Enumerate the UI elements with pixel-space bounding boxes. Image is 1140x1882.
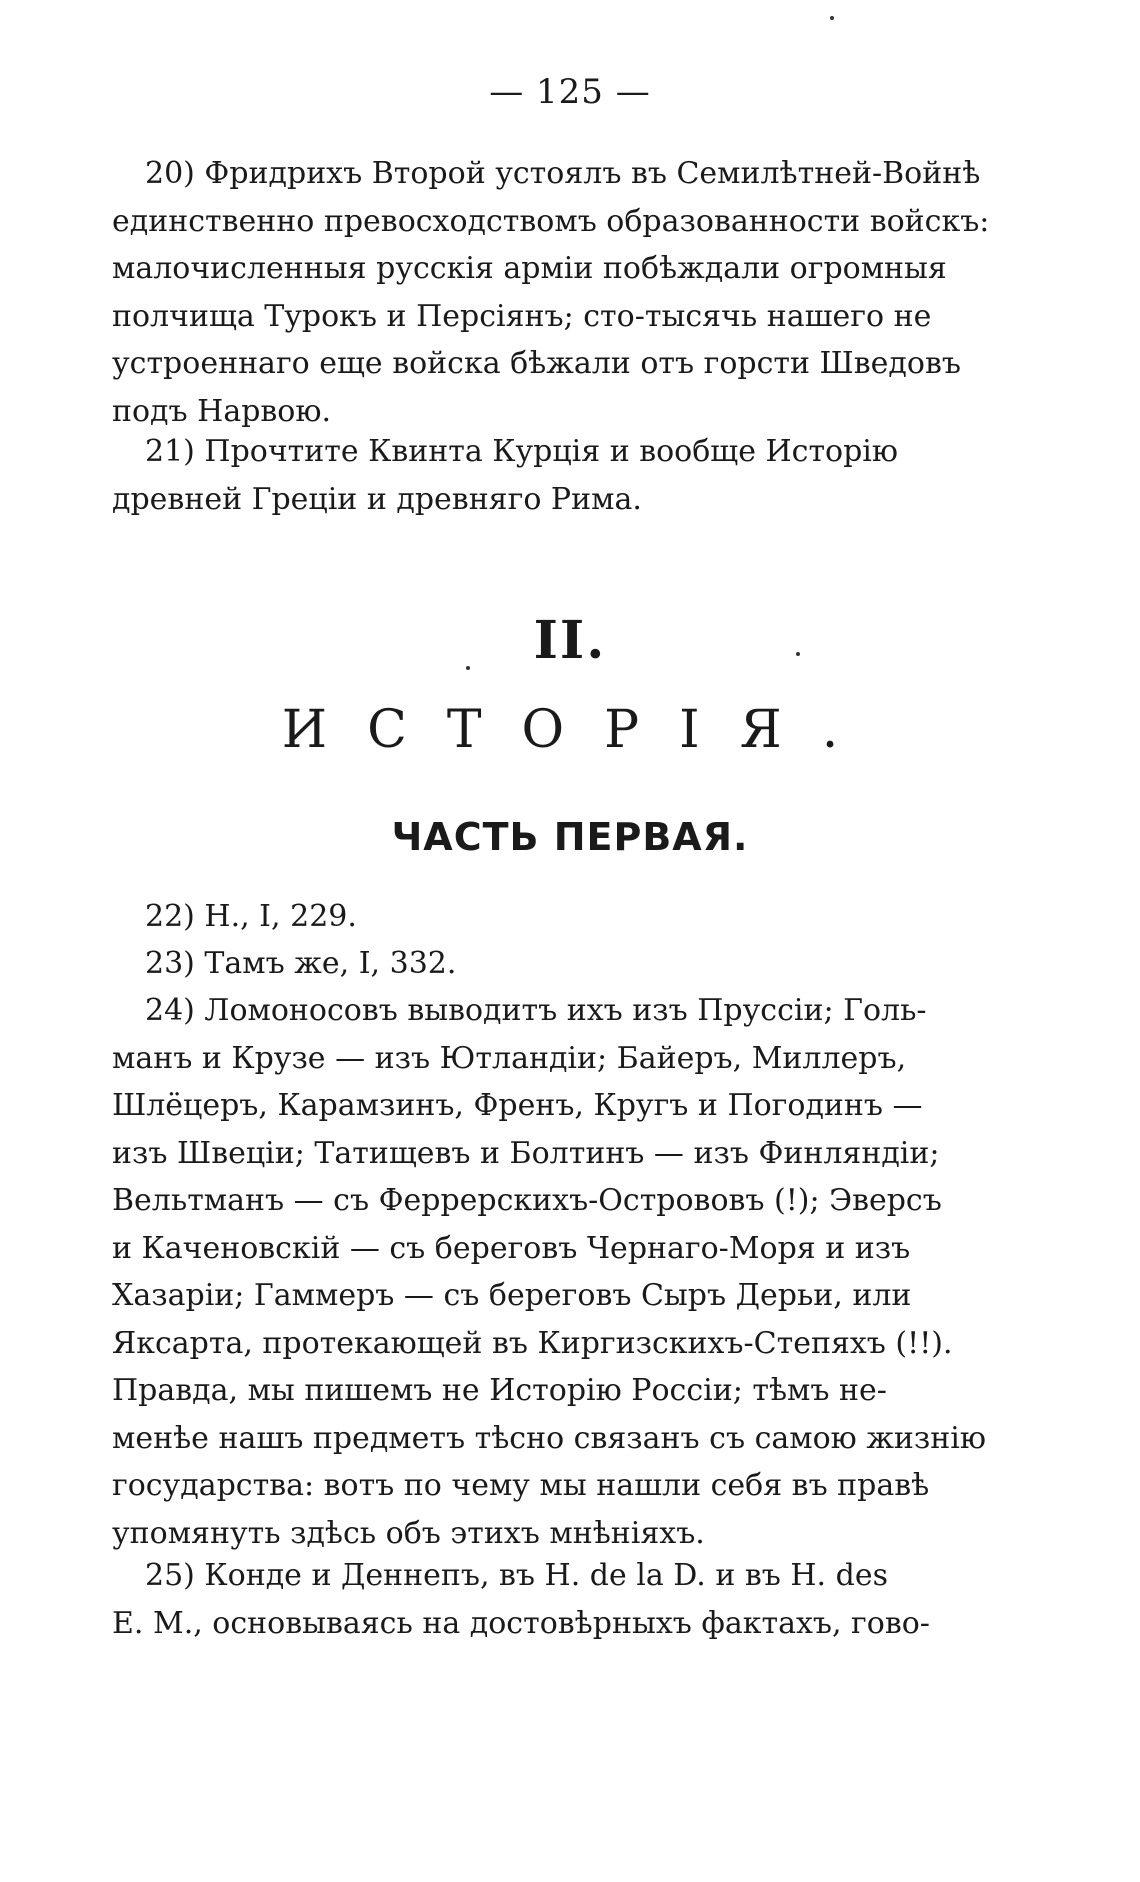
note-line: изъ Швеціи; Татищевъ и Болтинъ — изъ Финляндіи;: [112, 1135, 940, 1171]
section-numeral: II.: [533, 610, 607, 671]
note-line: полчища Турокъ и Персіянъ; сто-тысячь нашего не: [112, 298, 932, 334]
note-line: единственно превосходствомъ образованности войскъ:: [112, 203, 990, 239]
print-speck: [830, 16, 834, 20]
note-line: 23) Тамъ же, I, 332.: [145, 946, 457, 981]
note-line: упомянуть здѣсь объ этихъ мнѣніяхъ.: [112, 1515, 705, 1551]
note-23: [112, 940, 1042, 988]
note-24: [112, 987, 1042, 1557]
note-line: и Каченовскій — съ береговъ Чернаго-Моря и изъ: [112, 1230, 911, 1266]
note-line: малочисленныя русскія арміи побѣждали огромныя: [112, 251, 947, 286]
note-21: [112, 428, 1042, 523]
note-22: [112, 893, 1042, 941]
page-number: — 125 —: [489, 72, 651, 112]
note-line: манъ и Крузе — изъ Ютландіи; Байеръ, Миллеръ,: [112, 1040, 907, 1076]
note-line: 24) Ломоносовъ выводитъ ихъ изъ Пруссіи; Голь-: [145, 993, 927, 1028]
note-line: Яксарта, протекающей въ Киргизскихъ-Степяхъ (!!).: [112, 1325, 953, 1361]
note-line: менѣе нашъ предметъ тѣсно связанъ съ самою жизнію: [112, 1420, 986, 1456]
note-line: E. M., основываясь на достовѣрныхъ фактахъ, гово-: [112, 1605, 930, 1641]
note-25: [112, 1552, 1042, 1647]
note-line: 22) Н., I, 229.: [145, 899, 357, 934]
note-line: подъ Нарвою.: [112, 393, 332, 429]
print-speck: [796, 652, 800, 656]
note-line: Вельтманъ — съ Феррерскихъ-Острововъ (!); Эверсъ: [112, 1183, 942, 1218]
note-line: Хазаріи; Гаммеръ — съ береговъ Сыръ Дерьи, или: [112, 1278, 912, 1313]
part-title: ЧАСТЬ ПЕРВАЯ.: [391, 815, 749, 859]
note-line: древней Греціи и древняго Рима.: [112, 481, 642, 517]
section-title: ИСТОРІЯ.: [281, 700, 879, 760]
note-line: Правда, мы пишемъ не Исторію Россіи; тѣмъ не-: [112, 1373, 887, 1408]
note-20: [112, 150, 1042, 435]
note-line: государства: вотъ по чему мы нашли себя въ правѣ: [112, 1468, 930, 1503]
note-line: 21) Прочтите Квинта Курція и вообще Исторію: [145, 434, 899, 469]
note-line: устроеннаго еще войска бѣжали отъ горсти Шведовъ: [112, 346, 961, 381]
note-line: 20) Фридрихъ Второй устоялъ въ Семилѣтней-Войнѣ: [145, 156, 981, 191]
note-line: 25) Конде и Деннепъ, въ H. de la D. и въ H. des: [145, 1558, 888, 1593]
note-line: Шлёцеръ, Карамзинъ, Френъ, Кругъ и Погодинъ —: [112, 1088, 923, 1123]
print-speck: [466, 666, 470, 670]
